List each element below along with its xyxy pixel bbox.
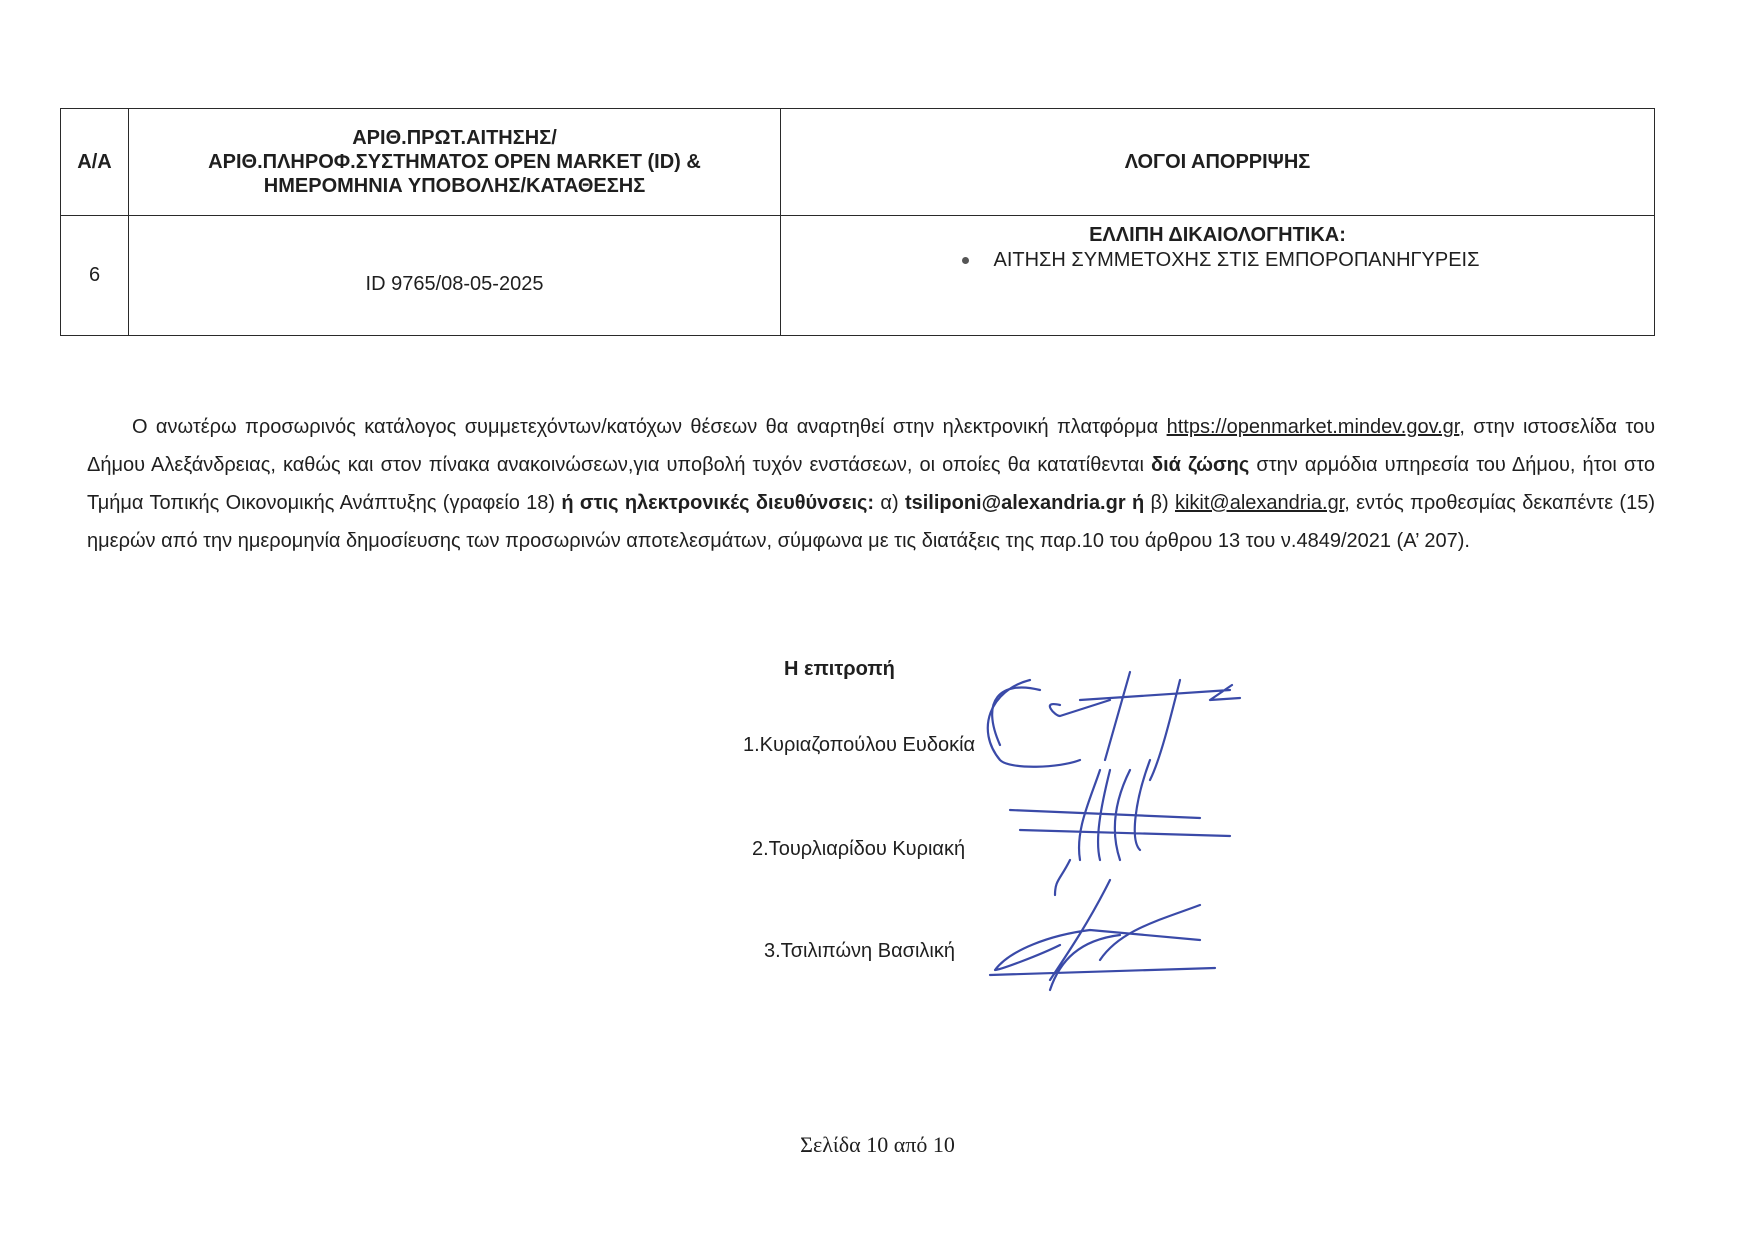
reason-heading: ΕΛΛΙΠΗ ΔΙΚΑΙΟΛΟΓΗΤΙΚΑ: — [1089, 224, 1346, 246]
signature-2 — [1010, 760, 1230, 895]
header-id-line-3: ΗΜΕΡΟΜΗΝΙΑ ΥΠΟΒΟΛΗΣ/ΚΑΤΑΘΕΣΗΣ — [263, 175, 646, 197]
row-rejection-reasons — [781, 216, 1655, 336]
committee-member-3: 3.Τσιλιπώνη Βασιλική — [764, 940, 955, 962]
header-application-id — [129, 109, 781, 216]
row-application-id: ID 9765/08-05-2025 — [129, 216, 781, 336]
email-tsiliponi[interactable]: tsiliponi@alexandria.gr — [904, 492, 1126, 514]
header-aa: Α/Α — [61, 109, 129, 216]
committee-member-2: 2.Τουρλιαρίδου Κυριακή — [752, 838, 966, 860]
table-row — [61, 216, 1655, 336]
table-header-row — [61, 109, 1655, 216]
notice-paragraph — [87, 408, 1655, 560]
committee-member-1: 1.Κυριαζοπούλου Ευδοκία — [743, 734, 976, 756]
committee-title: Η επιτροπή — [784, 658, 895, 680]
notice-text-4: α) — [874, 492, 905, 514]
notice-text-1: Ο ανωτέρω προσωρινός κατάλογος συμμετεχόντων/κατόχων θέσεων θα αναρτηθεί στην ηλεκτρονική πλατφόρμα — [132, 416, 1167, 438]
in-person-bold: διά ζώσης — [1150, 454, 1250, 476]
email-kikit[interactable]: kikit@alexandria.gr — [1174, 492, 1345, 514]
notice-text-6: , εντός προθεσμίας δεκαπέντε (15) ημερών από την ημερομηνία δημοσίευσης των προσωρινών αποτελεσμάτων, σύμφωνα με τις διατάξεις της παρ.10 του άρθρου 13 του ν.4849/2021 (Α’ 207). — [87, 492, 1655, 552]
notice-text-2: , στην ιστοσελίδα του Δήμου Αλεξάνδρειας, καθώς και στον πίνακα ανακοινώσεων,για υποβολή τυχόν ενστάσεων, οι οποίες θα κατατίθενται — [87, 416, 1656, 476]
header-id-line-1: ΑΡΙΘ.ΠΡΩΤ.ΑΙΤΗΣΗΣ/ — [352, 127, 557, 149]
bullet-icon — [962, 257, 969, 264]
header-id-line-2: ΑΡΙΘ.ΠΛΗΡΟΦ.ΣΥΣΤΗΜΑΤΟΣ OPEN MARKET (ID) & — [208, 151, 701, 173]
list-item — [956, 249, 1480, 272]
header-rejection-reasons: ΛΟΓΟΙ ΑΠΟΡΡΙΨΗΣ — [781, 109, 1655, 216]
signature-3 — [990, 880, 1215, 990]
row-aa: 6 — [61, 216, 129, 336]
reason-list — [782, 249, 1653, 272]
rejections-table-wrapper — [60, 108, 1655, 336]
rejections-table — [60, 108, 1655, 336]
notice-text-5: β) — [1144, 492, 1175, 514]
signature-1 — [988, 672, 1240, 780]
platform-link[interactable]: https://openmarket.mindev.gov.gr — [1166, 416, 1460, 438]
notice-text-3: στην αρμόδια υπηρεσία του Δήμου, ήτοι στο Τμήμα Τοπικής Οικονομικής Ανάπτυξης (γραφείο 18) — [87, 454, 1655, 514]
signature-1-loop — [992, 687, 1040, 745]
or-bold: ή — [1125, 492, 1145, 514]
page-number: Σελίδα 10 από 10 — [800, 1132, 955, 1157]
reason-item-text: ΑΙΤΗΣΗ ΣΥΜΜΕΤΟΧΗΣ ΣΤΙΣ ΕΜΠΟΡΟΠΑΝΗΓΥΡΕΙΣ — [993, 249, 1480, 271]
or-emails-bold: ή στις ηλεκτρονικές διευθύνσεις: — [561, 492, 875, 514]
